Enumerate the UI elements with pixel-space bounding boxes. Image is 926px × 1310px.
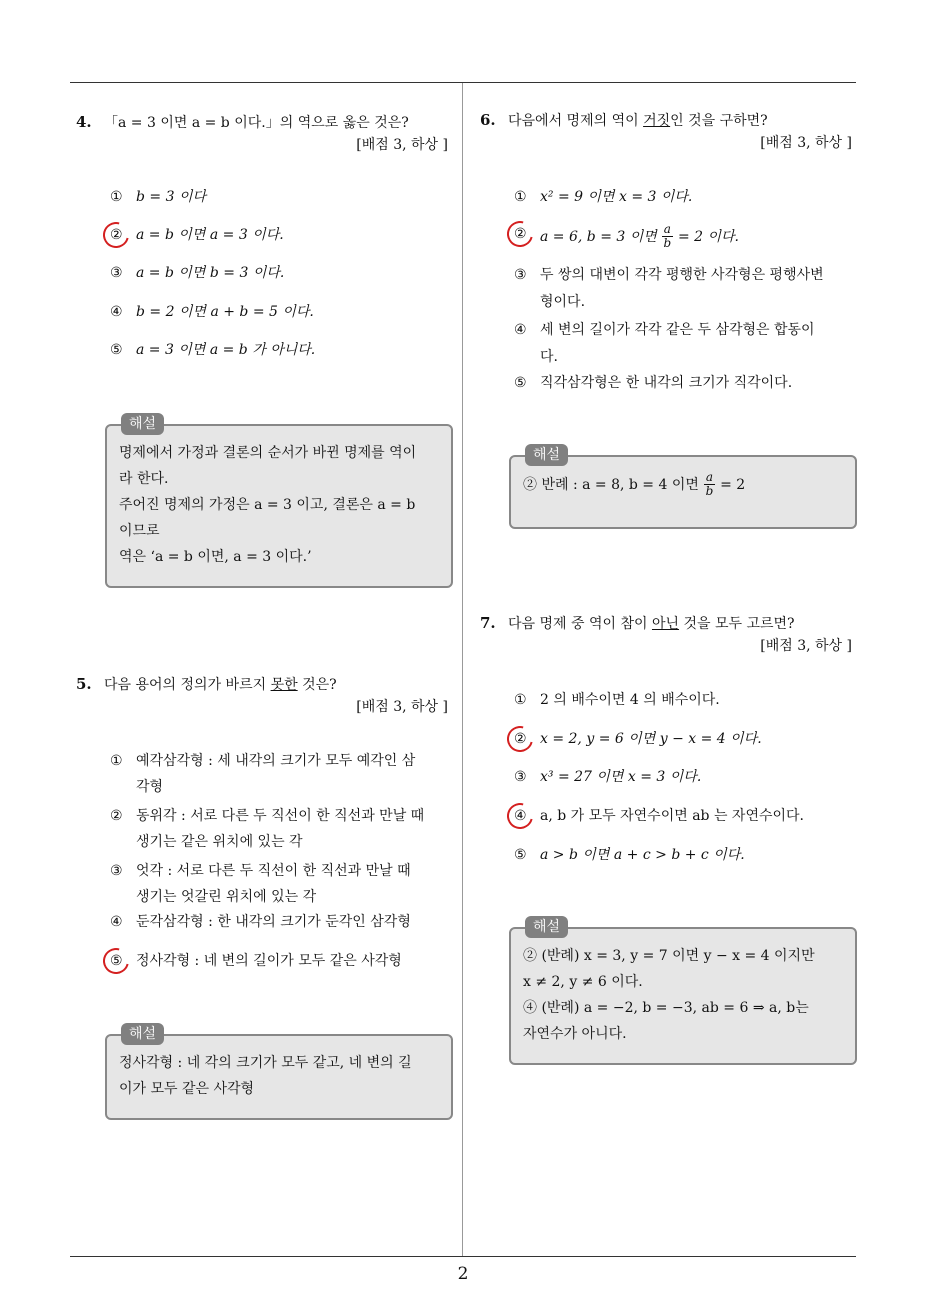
option-4[interactable]: ④ b = 2 이면 a + b = 5 이다. [110,304,314,320]
red-circle-mark [98,217,134,253]
answer-mark: ② [110,224,136,246]
answer-mark: ④ [514,805,540,827]
red-circle-mark [502,216,538,252]
option-5[interactable]: ⑤ a > b 이면 a + c > b + c 이다. [514,847,745,863]
explanation-line: 정사각형 : 네 각의 크기가 모두 같고, 네 변의 길 [119,1055,412,1071]
explanation-tag: 해설 [121,1023,164,1045]
q5-options [110,748,450,978]
option-1[interactable]: ① x² = 9 이면 x = 3 이다. [514,189,693,205]
question-number: 4. [76,113,92,131]
score-label: [배점 3, 하상 ] [760,135,852,151]
question-text: 다음 용어의 정의가 바르지 못한 것은? [104,677,337,693]
answer-mark: ⑤ [110,950,136,972]
bottom-rule [70,1256,856,1257]
question-7 [480,613,852,656]
score-label: [배점 3, 하상 ] [760,638,852,654]
explanation-line: 이므로 [119,523,160,539]
fraction: $\frac{a}{b}$ [663,222,672,250]
option-2[interactable]: ② a = 6, b = 3 이면 $\frac{a}{b}$ = 2 이다. [514,223,739,250]
explanation-box [509,919,857,1065]
explanation-tag: 해설 [525,444,568,466]
option-4[interactable]: ④ 둔각삼각형 : 한 내각의 크기가 둔각인 삼각형 [110,914,411,930]
explanation-line: ② (반례) x = 3, y = 7 이면 y − x = 4 이지만 [523,948,815,964]
fraction: $\frac{a}{b}$ [705,470,714,498]
option-3[interactable]: ③ 엇각 : 서로 다른 두 직선이 한 직선과 만날 때 생기는 엇갈린 위치에 있는 각 [110,863,411,905]
option-1[interactable]: ① 2 의 배수이면 4 의 배수이다. [514,692,720,708]
option-5[interactable]: ⑤ a = 3 이면 a = b 가 아니다. [110,342,316,358]
question-6 [480,110,852,153]
explanation-line: 라 한다. [119,471,169,487]
option-2[interactable]: ② a = b 이면 a = 3 이다. [110,224,284,246]
question-text: 다음에서 명제의 역이 거짓인 것을 구하면? [508,113,768,129]
red-circle-mark [98,943,134,979]
option-5[interactable]: ⑤ 직각삼각형은 한 내각의 크기가 직각이다. [514,375,793,391]
option-5[interactable]: ⑤ 정사각형 : 네 변의 길이가 모두 같은 사각형 [110,950,402,972]
explanation-tag: 해설 [525,916,568,938]
answer-mark: ② [514,223,540,250]
q4-options [110,186,450,366]
option-1[interactable]: ① 예각삼각형 : 세 내각의 크기가 모두 예각인 삼 각형 [110,753,416,795]
explanation-line: 명제에서 가정과 결론의 순서가 바뀐 명제를 역이 [119,445,417,461]
explanation-line: 역은 ‘a = b 이면, a = 3 이다.’ [119,549,312,565]
column-divider [462,83,463,1256]
option-3[interactable]: ③ x³ = 27 이면 x = 3 이다. [514,769,702,785]
question-text: 「a = 3 이면 a = b 이다.」의 역으로 옳은 것은? [104,115,409,131]
option-4[interactable]: ④ 세 변의 길이가 각각 같은 두 삼각형은 합동이 다. [514,322,815,365]
explanation-line: 자연수가 아니다. [523,1026,627,1042]
red-circle-mark [502,798,538,834]
option-1[interactable]: ① b = 3 이다 [110,189,206,205]
explanation-line: ② 반례 : a = 8, b = 4 이면 $\frac{a}{b}$ = 2 [523,470,746,498]
score-label: [배점 3, 하상 ] [356,137,448,153]
top-rule [70,82,856,83]
explanation-tag: 해설 [121,413,164,435]
option-3[interactable]: ③ a = b 이면 b = 3 이다. [110,265,285,281]
explanation-line: ④ (반례) a = −2, b = −3, ab = 6 ⇒ a, b는 [523,1000,809,1016]
question-text: 다음 명제 중 역이 참이 아닌 것을 모두 고르면? [508,616,795,632]
option-3[interactable]: ③ 두 쌍의 대변이 각각 평행한 사각형은 평행사변 형이다. [514,267,824,310]
explanation-line: 주어진 명제의 가정은 a = 3 이고, 결론은 a = b [119,497,416,513]
question-5 [76,674,448,717]
question-number: 5. [76,675,92,693]
option-4[interactable]: ④ a, b 가 모두 자연수이면 ab 는 자연수이다. [514,805,804,827]
page-number: 2 [457,1264,469,1284]
score-label: [배점 3, 하상 ] [356,699,448,715]
q7-options [514,689,854,869]
explanation-box [105,416,453,588]
option-2[interactable]: ② 동위각 : 서로 다른 두 직선이 한 직선과 만날 때 생기는 같은 위치에 있는 각 [110,808,425,850]
explanation-box [509,447,857,529]
explanation-box [105,1026,453,1120]
answer-mark: ② [514,728,540,750]
q6-options [514,186,854,396]
option-2[interactable]: ② x = 2, y = 6 이면 y − x = 4 이다. [514,728,762,750]
explanation-line: x ≠ 2, y ≠ 6 이다. [523,974,643,990]
question-number: 7. [480,614,496,632]
question-number: 6. [480,111,496,129]
red-circle-mark [502,721,538,757]
question-4 [76,112,448,155]
explanation-line: 이가 모두 같은 사각형 [119,1081,255,1097]
